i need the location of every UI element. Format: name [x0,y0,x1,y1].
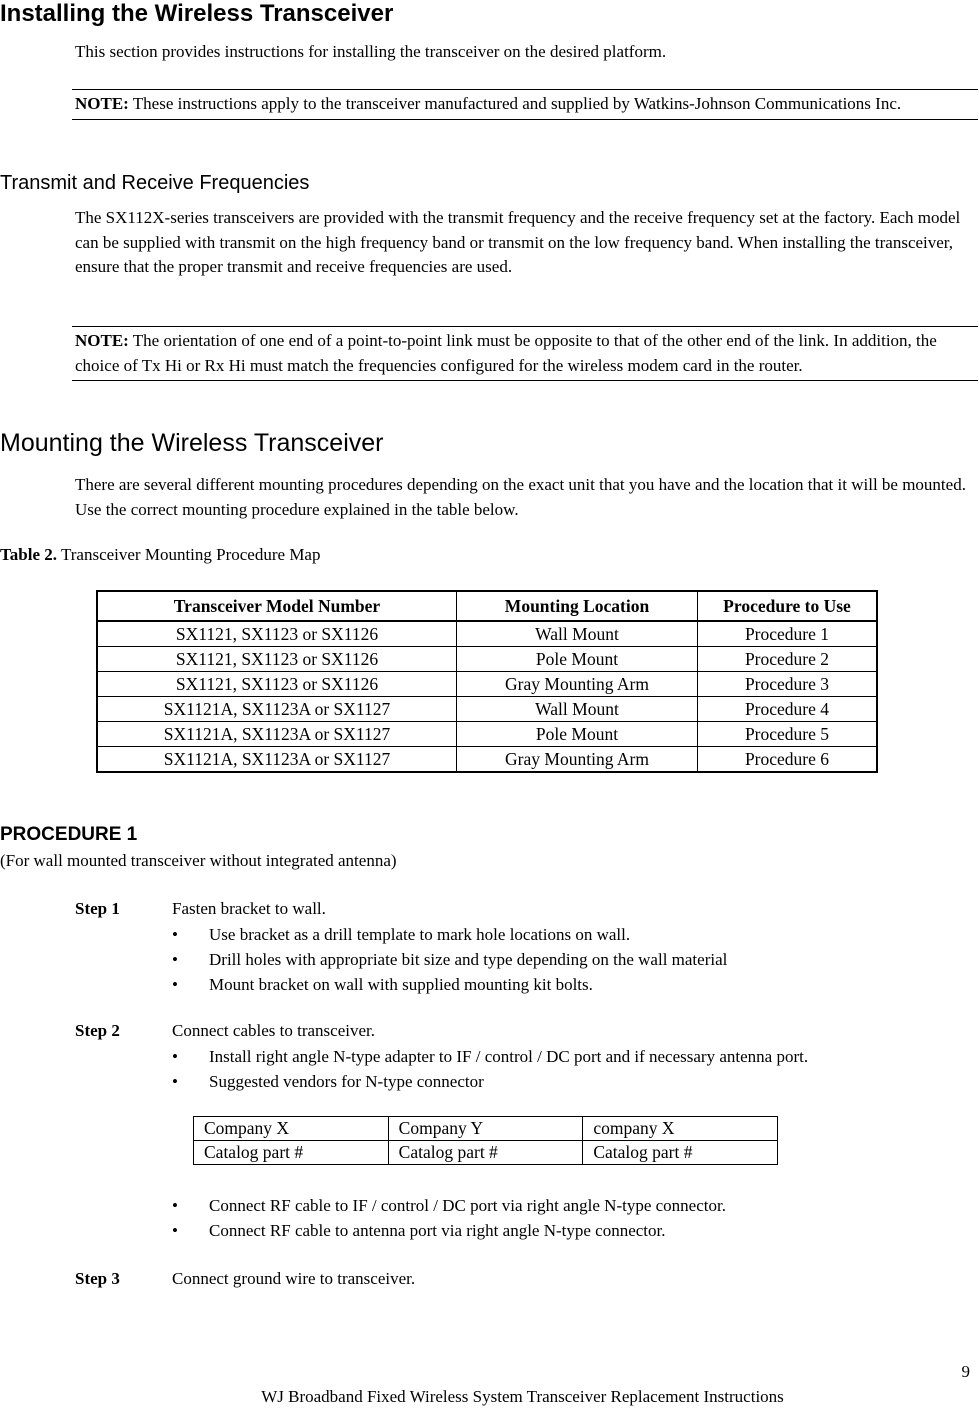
list-item [172,947,727,972]
note-box-1 [72,89,978,120]
list-item [172,1218,666,1243]
step-label: Step 1 [75,899,120,918]
section-heading-frequencies: Transmit and Receive Frequencies [0,172,310,194]
list-item-text: Use bracket as a drill template to mark hole locations on wall. [209,925,631,944]
table-header-cell: Transceiver Model Number [97,591,457,621]
table-cell: SX1121A, SX1123A or SX1127 [97,747,457,773]
bullet-icon: • [172,1047,178,1066]
vendor-table [193,1116,778,1165]
list-item [172,1069,484,1094]
page-number: 9 [961,1362,970,1381]
table-header-cell: Procedure to Use [698,591,878,621]
table-row [97,647,877,672]
note-box-2 [72,326,978,381]
table-cell: Wall Mount [457,697,698,722]
table-caption-text: Transceiver Mounting Procedure Map [57,545,321,564]
bullet-icon: • [172,950,178,969]
table-cell: Procedure 4 [698,697,878,722]
list-item-text: Install right angle N-type adapter to IF / control / DC port and if necessary antenna port. [209,1047,809,1066]
step-text: Connect cables to transceiver. [172,1021,375,1040]
table-cell: SX1121A, SX1123A or SX1127 [97,722,457,747]
step-text: Connect ground wire to transceiver. [172,1269,416,1288]
note-text: The orientation of one end of a point-to-point link must be opposite to that of the other end of the link. In addition, the choice of Tx Hi or Rx Hi must match the frequencies configured for the wireless modem card in the router. [75,331,937,375]
table-header-cell: Mounting Location [457,591,698,621]
table-cell: Procedure 5 [698,722,878,747]
mounting-procedure-table [96,590,878,773]
table-cell: Catalog part # [194,1141,389,1165]
bullet-icon: • [172,1196,178,1215]
list-item [172,1193,726,1218]
intro-paragraph: This section provides instructions for installing the transceiver on the desired platform. [75,42,667,61]
list-item [172,972,593,997]
table-cell: Gray Mounting Arm [457,747,698,773]
table-row [97,722,877,747]
procedure-heading: PROCEDURE 1 [0,824,138,845]
note-label: NOTE: [75,331,129,350]
table-header-row [97,591,877,621]
footer-text: WJ Broadband Fixed Wireless System Transceiver Replacement Instructions [261,1387,784,1406]
table-row [194,1141,778,1165]
frequencies-paragraph: The SX112X-series transceivers are provided with the transmit frequency and the receive frequency set at the factory. Each model can be supplied with transmit on the high frequency band or transmit on the low frequency band. When installing the transceiver, ensure that the proper transmit and receive frequencies are used. [75,208,961,276]
table-cell: Gray Mounting Arm [457,672,698,697]
list-item [172,1044,808,1069]
step-label: Step 3 [75,1269,120,1288]
table-cell: Company Y [388,1117,583,1141]
table-row [97,697,877,722]
table-cell: Pole Mount [457,722,698,747]
table-cell: Procedure 2 [698,647,878,672]
table-cell: company X [583,1117,778,1141]
table-row [194,1117,778,1141]
list-item [172,922,630,947]
procedure-subtitle: (For wall mounted transceiver without integrated antenna) [0,851,397,870]
bullet-icon: • [172,1221,178,1240]
table-cell: Procedure 1 [698,621,878,647]
note-label: NOTE: [75,94,129,113]
table-cell: Procedure 3 [698,672,878,697]
section-heading-mounting: Mounting the Wireless Transceiver [0,429,384,457]
bullet-icon: • [172,1072,178,1091]
step-label: Step 2 [75,1021,120,1040]
list-item-text: Drill holes with appropriate bit size and type depending on the wall material [209,950,728,969]
table-cell: SX1121, SX1123 or SX1126 [97,621,457,647]
table-cell: Pole Mount [457,647,698,672]
table-cell: Company X [194,1117,389,1141]
bullet-icon: • [172,925,178,944]
step-text: Fasten bracket to wall. [172,899,326,918]
list-item-text: Connect RF cable to antenna port via right angle N-type connector. [209,1221,666,1240]
table-cell: SX1121A, SX1123A or SX1127 [97,697,457,722]
table-cell: Procedure 6 [698,747,878,773]
table-cell: SX1121, SX1123 or SX1126 [97,647,457,672]
bullet-icon: • [172,975,178,994]
table-caption-label: Table 2. [0,545,58,564]
table-cell: Wall Mount [457,621,698,647]
page-title: Installing the Wireless Transceiver [0,0,394,27]
table-caption [0,543,320,567]
table-row [97,672,877,697]
list-item-text: Mount bracket on wall with supplied mounting kit bolts. [209,975,593,994]
note-text: These instructions apply to the transceiver manufactured and supplied by Watkins-Johnson Communications Inc. [128,94,902,113]
table-cell: Catalog part # [388,1141,583,1165]
table-cell: Catalog part # [583,1141,778,1165]
mounting-paragraph: There are several different mounting procedures depending on the exact unit that you have and the location that it will be mounted. Use the correct mounting procedure explained in the table below. [75,475,966,519]
list-item-text: Suggested vendors for N-type connector [209,1072,484,1091]
table-row [97,747,877,773]
list-item-text: Connect RF cable to IF / control / DC port via right angle N-type connector. [209,1196,726,1215]
table-cell: SX1121, SX1123 or SX1126 [97,672,457,697]
table-row [97,621,877,647]
